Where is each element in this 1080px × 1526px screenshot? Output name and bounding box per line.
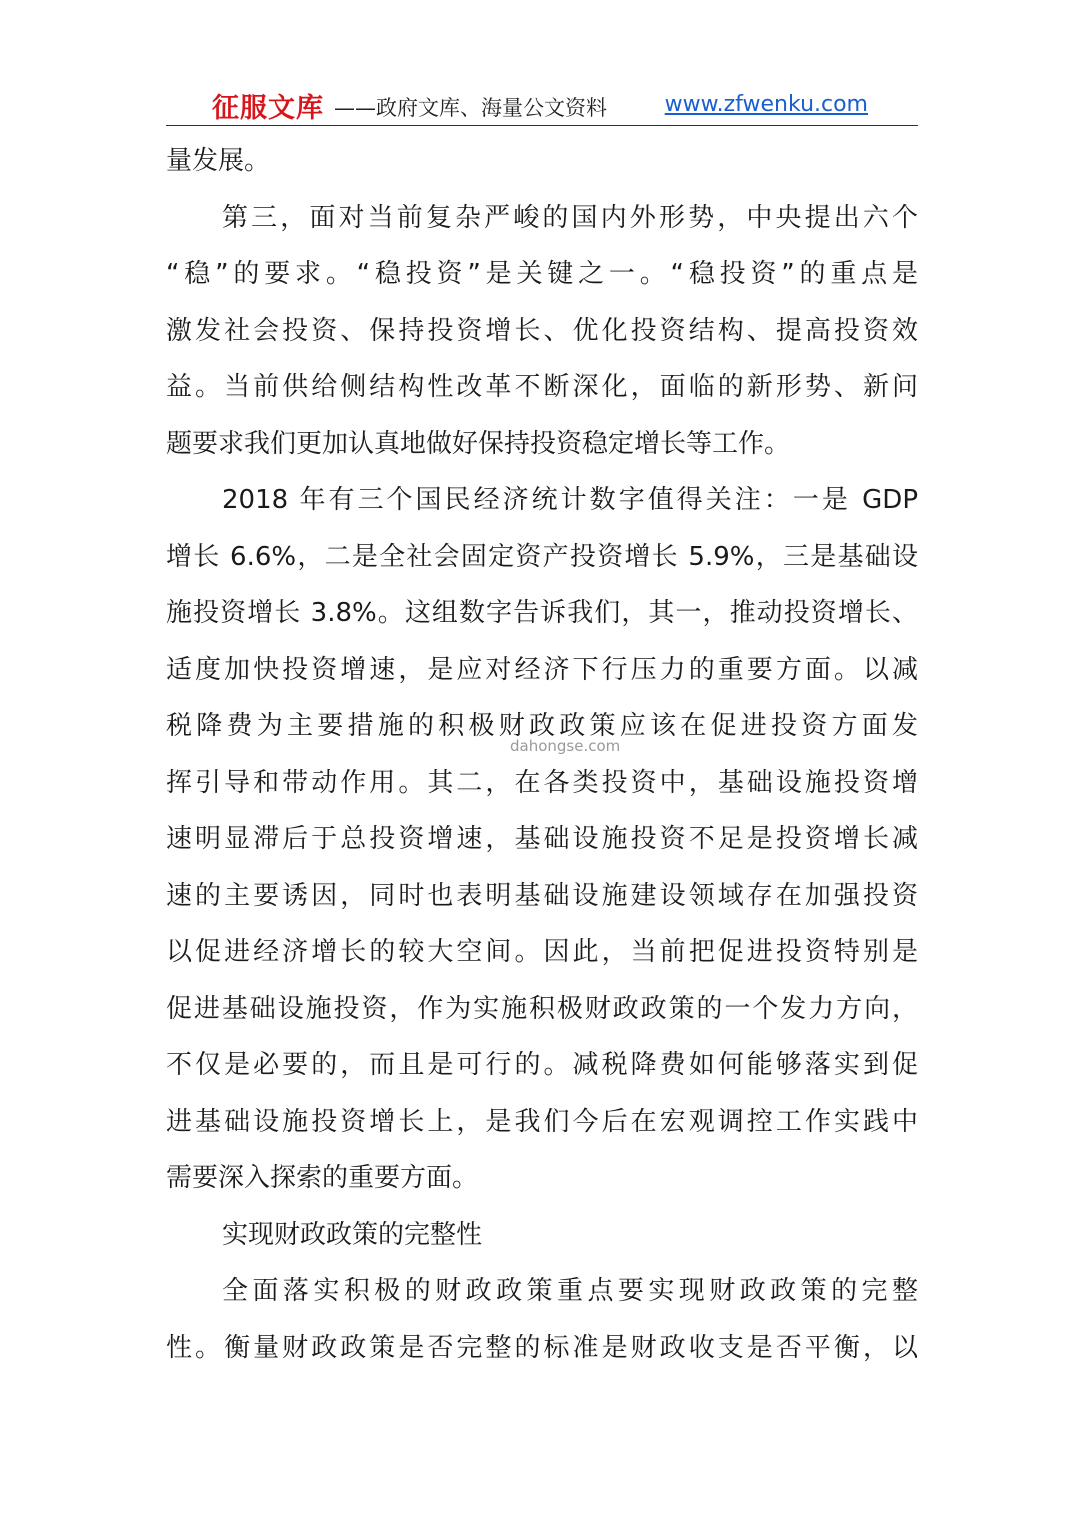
watermark-text: dahongse.com — [510, 737, 621, 755]
text-line: 以促进经济增长的较大空间。因此，当前把促进投资特别是 — [166, 937, 918, 967]
text-line: 税降费为主要措施的积极财政政策应该在促进投资方面发 — [166, 711, 918, 741]
section-heading: 实现财政政策的完整性 — [222, 1219, 483, 1250]
text-line: 速明显滞后于总投资增速，基础设施投资不足是投资增长减 — [166, 824, 918, 854]
text-line: 益。当前供给侧结构性改革不断深化，面临的新形势、新问 — [166, 372, 918, 402]
text-line: 适度加快投资增速，是应对经济下行压力的重要方面。以减 — [166, 654, 918, 685]
text-line: 促进基础设施投资，作为实施积极财政政策的一个发力方向， — [166, 993, 918, 1024]
page-header — [166, 84, 918, 124]
text-line: 施投资增长 3.8%。这组数字告诉我们，其一，推动投资增长、 — [166, 598, 918, 628]
text-line: 不仅是必要的，而且是可行的。减税降费如何能够落实到促 — [166, 1050, 918, 1080]
website-link[interactable]: www.zfwenku.com — [664, 92, 868, 117]
text-line: 增长 6.6%，二是全社会固定资产投资增长 5.9%，三是基础设 — [166, 541, 918, 572]
text-line: 量发展。 — [166, 146, 271, 176]
text-line: 速的主要诱因，同时也表明基础设施建设领域存在加强投资 — [166, 880, 918, 911]
text-line: 题要求我们更加认真地做好保持投资稳定增长等工作。 — [166, 428, 791, 459]
text-line: 需要深入探索的重要方面。 — [166, 1163, 479, 1193]
text-line: 性。衡量财政政策是否完整的标准是财政收支是否平衡，以 — [166, 1332, 918, 1363]
text-line: 第三，面对当前复杂严峻的国内外形势，中央提出六个 — [222, 202, 918, 233]
text-line: 全面落实积极的财政政策重点要实现财政政策的完整 — [222, 1276, 918, 1306]
text-line: 挥引导和带动作用。其二，在各类投资中，基础设施投资增 — [166, 767, 918, 798]
text-line: “稳”的要求。“稳投资”是关键之一。“稳投资”的重点是 — [166, 259, 918, 289]
brand-logo-text: 征服文库 — [212, 93, 324, 124]
header-divider — [166, 125, 918, 126]
text-line: 激发社会投资、保持投资增长、优化投资结构、提高投资效 — [166, 315, 918, 346]
text-line: 进基础设施投资增长上，是我们今后在宏观调控工作实践中 — [166, 1106, 918, 1137]
header-tagline: ——政府文库、海量公文资料 — [334, 96, 607, 120]
text-line: 2018 年有三个国民经济统计数字值得关注：一是 GDP — [222, 485, 918, 515]
